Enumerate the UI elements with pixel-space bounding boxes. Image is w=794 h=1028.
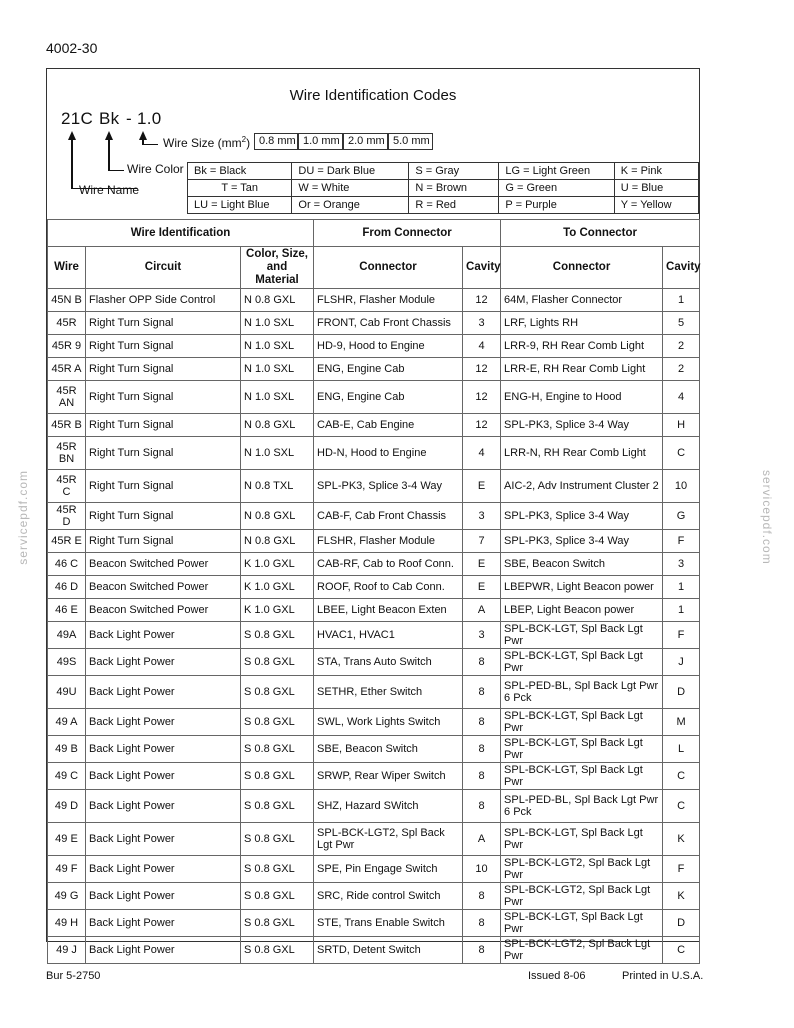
color-size-material-cell: S 0.8 GXL: [241, 763, 314, 790]
from-cavity-cell: 12: [463, 358, 501, 381]
from-cavity-cell: 8: [463, 763, 501, 790]
wire-cell: 49 E: [48, 823, 86, 856]
table-row: [48, 381, 700, 414]
to-connector-cell: SPL-BCK-LGT, Spl Back Lgt Pwr: [501, 649, 663, 676]
from-connector-cell: SHZ, Hazard SWitch: [314, 790, 463, 823]
color-code-cell: Or = Orange: [292, 197, 409, 214]
from-connector-cell: CAB-E, Cab Engine: [314, 414, 463, 437]
table-row: [48, 437, 700, 470]
circuit-cell: Back Light Power: [86, 676, 241, 709]
color-code-cell: LU = Light Blue: [188, 197, 292, 214]
to-connector-cell: LBEPWR, Light Beacon power: [501, 576, 663, 599]
from-connector-cell: ENG, Engine Cab: [314, 381, 463, 414]
color-size-material-cell: N 1.0 SXL: [241, 381, 314, 414]
from-cavity-cell: 4: [463, 437, 501, 470]
table-row: [48, 599, 700, 622]
circuit-cell: Right Turn Signal: [86, 381, 241, 414]
column-header-to-connector: Connector: [501, 247, 663, 289]
circuit-cell: Right Turn Signal: [86, 470, 241, 503]
to-connector-cell: SPL-BCK-LGT2, Spl Back Lgt Pwr: [501, 856, 663, 883]
color-code-table: [187, 162, 699, 214]
to-cavity-cell: C: [663, 790, 700, 823]
circuit-cell: Beacon Switched Power: [86, 576, 241, 599]
wire-cell: 49A: [48, 622, 86, 649]
from-connector-cell: HD-N, Hood to Engine: [314, 437, 463, 470]
color-code-row: [188, 163, 699, 180]
column-header-from-connector: Connector: [314, 247, 463, 289]
group-header-to-connector: To Connector: [501, 220, 700, 247]
group-header-from-connector: From Connector: [314, 220, 501, 247]
wire-cell: 49 C: [48, 763, 86, 790]
color-size-material-cell: N 0.8 GXL: [241, 503, 314, 530]
wire-cell: 45R B: [48, 414, 86, 437]
wire-size-superscript: 2: [241, 135, 247, 144]
wire-cell: 45R C: [48, 470, 86, 503]
color-size-material-cell: S 0.8 GXL: [241, 937, 314, 964]
watermark-right: servicepdf.com: [760, 470, 774, 565]
from-connector-cell: SETHR, Ether Switch: [314, 676, 463, 709]
color-size-material-cell: N 0.8 GXL: [241, 414, 314, 437]
to-cavity-cell: J: [663, 649, 700, 676]
column-header-circuit: Circuit: [86, 247, 241, 289]
table-row: [48, 312, 700, 335]
to-cavity-cell: 2: [663, 335, 700, 358]
to-connector-cell: AIC-2, Adv Instrument Cluster 2: [501, 470, 663, 503]
to-cavity-cell: F: [663, 530, 700, 553]
wire-size-2.0: 2.0 mm: [343, 133, 388, 150]
color-size-material-cell: S 0.8 GXL: [241, 823, 314, 856]
color-code-cell: N = Brown: [409, 180, 499, 197]
from-cavity-cell: A: [463, 823, 501, 856]
circuit-cell: Right Turn Signal: [86, 358, 241, 381]
to-cavity-cell: 5: [663, 312, 700, 335]
from-connector-cell: SWL, Work Lights Switch: [314, 709, 463, 736]
from-connector-cell: FRONT, Cab Front Chassis: [314, 312, 463, 335]
wire-color-label: Wire Color: [127, 162, 184, 176]
wire-size-label-close: ): [246, 136, 251, 150]
color-code-cell: Bk = Black: [188, 163, 292, 180]
color-code-cell: W = White: [292, 180, 409, 197]
table-row: [48, 576, 700, 599]
key-title: Wire Identification Codes: [289, 87, 457, 104]
table-row: [48, 910, 700, 937]
from-cavity-cell: A: [463, 599, 501, 622]
wire-cell: 49 G: [48, 883, 86, 910]
wire-cell: 49 A: [48, 709, 86, 736]
color-code-cell: K = Pink: [614, 163, 698, 180]
to-connector-cell: SPL-BCK-LGT, Spl Back Lgt Pwr: [501, 823, 663, 856]
wire-cell: 45R: [48, 312, 86, 335]
from-cavity-cell: 8: [463, 937, 501, 964]
color-code-cell: G = Green: [499, 180, 614, 197]
wire-cell: 45R 9: [48, 335, 86, 358]
wire-name-label: Wire Name: [79, 183, 140, 197]
table-row: [48, 553, 700, 576]
to-connector-cell: SPL-BCK-LGT, Spl Back Lgt Pwr: [501, 910, 663, 937]
table-row: [48, 823, 700, 856]
color-code-cell: S = Gray: [409, 163, 499, 180]
wire-cell: 49 B: [48, 736, 86, 763]
from-connector-cell: SBE, Beacon Switch: [314, 736, 463, 763]
color-size-material-cell: N 0.8 GXL: [241, 289, 314, 312]
wire-size-1.0: 1.0 mm: [298, 133, 343, 150]
from-cavity-cell: 12: [463, 289, 501, 312]
wire-cell: 45R A: [48, 358, 86, 381]
color-size-material-cell: N 1.0 SXL: [241, 312, 314, 335]
color-size-material-cell: S 0.8 GXL: [241, 676, 314, 709]
from-connector-cell: SPL-BCK-LGT2, Spl Back Lgt Pwr: [314, 823, 463, 856]
to-connector-cell: SBE, Beacon Switch: [501, 553, 663, 576]
to-connector-cell: SPL-BCK-LGT2, Spl Back Lgt Pwr: [501, 883, 663, 910]
wire-name-arrow: [71, 139, 73, 189]
column-header-to-cavity: Cavity: [663, 247, 700, 289]
wire-size-0.8: 0.8 mm: [254, 133, 298, 150]
wire-cell: 45R BN: [48, 437, 86, 470]
to-cavity-cell: 10: [663, 470, 700, 503]
wire-cell: 46 C: [48, 553, 86, 576]
color-size-material-cell: S 0.8 GXL: [241, 736, 314, 763]
from-connector-cell: SPL-PK3, Splice 3-4 Way: [314, 470, 463, 503]
table-row: [48, 470, 700, 503]
color-size-material-cell: S 0.8 GXL: [241, 649, 314, 676]
to-connector-cell: SPL-PED-BL, Spl Back Lgt Pwr 6 Pck: [501, 676, 663, 709]
circuit-cell: Back Light Power: [86, 856, 241, 883]
from-connector-cell: LBEE, Light Beacon Exten: [314, 599, 463, 622]
color-size-material-cell: K 1.0 GXL: [241, 599, 314, 622]
from-connector-cell: FLSHR, Flasher Module: [314, 530, 463, 553]
wire-size-5.0: 5.0 mm: [388, 133, 433, 150]
color-code-cell: P = Purple: [499, 197, 614, 214]
footer-document-number: Bur 5-2750: [46, 970, 101, 982]
to-cavity-cell: K: [663, 823, 700, 856]
color-code-cell: DU = Dark Blue: [292, 163, 409, 180]
page-number: 4002-30: [46, 40, 98, 56]
table-row: [48, 883, 700, 910]
circuit-cell: Back Light Power: [86, 736, 241, 763]
wire-cell: 45N B: [48, 289, 86, 312]
color-size-material-cell: N 1.0 SXL: [241, 358, 314, 381]
color-size-material-cell: K 1.0 GXL: [241, 553, 314, 576]
table-row: [48, 358, 700, 381]
column-header-wire: Wire: [48, 247, 86, 289]
from-cavity-cell: 3: [463, 622, 501, 649]
table-row: [48, 763, 700, 790]
to-cavity-cell: K: [663, 883, 700, 910]
wire-identification-frame: [46, 68, 701, 962]
wire-cell: 49S: [48, 649, 86, 676]
wire-cell: 45R AN: [48, 381, 86, 414]
from-cavity-cell: 10: [463, 856, 501, 883]
color-code-cell: U = Blue: [614, 180, 698, 197]
from-cavity-cell: 3: [463, 312, 501, 335]
color-size-material-cell: S 0.8 GXL: [241, 910, 314, 937]
circuit-cell: Right Turn Signal: [86, 503, 241, 530]
to-connector-cell: SPL-PK3, Splice 3-4 Way: [501, 503, 663, 530]
to-connector-cell: SPL-BCK-LGT2, Spl Back Lgt Pwr: [501, 937, 663, 964]
to-cavity-cell: 2: [663, 358, 700, 381]
to-cavity-cell: G: [663, 503, 700, 530]
color-size-material-cell: K 1.0 GXL: [241, 576, 314, 599]
from-connector-cell: ENG, Engine Cab: [314, 358, 463, 381]
from-cavity-cell: 7: [463, 530, 501, 553]
table-row: [48, 414, 700, 437]
circuit-cell: Right Turn Signal: [86, 335, 241, 358]
from-cavity-cell: 12: [463, 414, 501, 437]
to-cavity-cell: 1: [663, 289, 700, 312]
example-wire-name: 21C: [61, 109, 94, 128]
circuit-cell: Back Light Power: [86, 709, 241, 736]
from-cavity-cell: 8: [463, 649, 501, 676]
from-cavity-cell: E: [463, 553, 501, 576]
circuit-cell: Back Light Power: [86, 622, 241, 649]
wire-cell: 45R E: [48, 530, 86, 553]
to-cavity-cell: 3: [663, 553, 700, 576]
example-dash: -: [126, 109, 132, 128]
color-size-material-cell: S 0.8 GXL: [241, 856, 314, 883]
to-cavity-cell: 1: [663, 576, 700, 599]
to-connector-cell: SPL-PK3, Splice 3-4 Way: [501, 530, 663, 553]
circuit-cell: Back Light Power: [86, 790, 241, 823]
circuit-cell: Right Turn Signal: [86, 530, 241, 553]
from-cavity-cell: 4: [463, 335, 501, 358]
table-row: [48, 503, 700, 530]
wire-cell: 49U: [48, 676, 86, 709]
to-connector-cell: LBEP, Light Beacon power: [501, 599, 663, 622]
wire-color-arrow: [108, 139, 110, 171]
from-connector-cell: STE, Trans Enable Switch: [314, 910, 463, 937]
to-cavity-cell: 1: [663, 599, 700, 622]
to-connector-cell: SPL-BCK-LGT, Spl Back Lgt Pwr: [501, 622, 663, 649]
to-cavity-cell: M: [663, 709, 700, 736]
circuit-cell: Back Light Power: [86, 910, 241, 937]
wire-cell: 46 E: [48, 599, 86, 622]
circuit-cell: Right Turn Signal: [86, 437, 241, 470]
to-connector-cell: LRF, Lights RH: [501, 312, 663, 335]
from-cavity-cell: E: [463, 470, 501, 503]
color-size-material-cell: N 0.8 TXL: [241, 470, 314, 503]
to-connector-cell: SPL-BCK-LGT, Spl Back Lgt Pwr: [501, 709, 663, 736]
to-cavity-cell: 4: [663, 381, 700, 414]
from-connector-cell: ROOF, Roof to Cab Conn.: [314, 576, 463, 599]
to-connector-cell: SPL-BCK-LGT, Spl Back Lgt Pwr: [501, 736, 663, 763]
circuit-cell: Right Turn Signal: [86, 312, 241, 335]
footer-printed-in: Printed in U.S.A.: [622, 970, 704, 982]
table-row: [48, 856, 700, 883]
circuit-cell: Back Light Power: [86, 649, 241, 676]
wire-size-label: [163, 135, 250, 150]
circuit-cell: Flasher OPP Side Control: [86, 289, 241, 312]
to-connector-cell: LRR-E, RH Rear Comb Light: [501, 358, 663, 381]
wire-cell: 49 F: [48, 856, 86, 883]
circuit-cell: Back Light Power: [86, 937, 241, 964]
color-size-material-cell: N 1.0 SXL: [241, 335, 314, 358]
table-row: [48, 709, 700, 736]
from-cavity-cell: 8: [463, 709, 501, 736]
circuit-cell: Back Light Power: [86, 883, 241, 910]
circuit-cell: Beacon Switched Power: [86, 599, 241, 622]
wire-color-leader: [108, 170, 124, 171]
from-cavity-cell: 8: [463, 910, 501, 937]
table-row: [48, 649, 700, 676]
from-connector-cell: CAB-F, Cab Front Chassis: [314, 503, 463, 530]
from-connector-cell: SPE, Pin Engage Switch: [314, 856, 463, 883]
table-row: [48, 676, 700, 709]
from-cavity-cell: E: [463, 576, 501, 599]
color-size-material-cell: S 0.8 GXL: [241, 790, 314, 823]
from-connector-cell: FLSHR, Flasher Module: [314, 289, 463, 312]
to-cavity-cell: C: [663, 937, 700, 964]
table-row: [48, 335, 700, 358]
to-cavity-cell: D: [663, 676, 700, 709]
from-connector-cell: SRC, Ride control Switch: [314, 883, 463, 910]
example-wire-size: 1.0: [137, 109, 162, 128]
color-size-material-cell: N 1.0 SXL: [241, 437, 314, 470]
to-connector-cell: SPL-PK3, Splice 3-4 Way: [501, 414, 663, 437]
to-connector-cell: ENG-H, Engine to Hood: [501, 381, 663, 414]
table-row: [48, 530, 700, 553]
from-connector-cell: HVAC1, HVAC1: [314, 622, 463, 649]
color-code-row: [188, 180, 699, 197]
from-cavity-cell: 3: [463, 503, 501, 530]
color-code-cell: R = Red: [409, 197, 499, 214]
table-row: [48, 289, 700, 312]
from-connector-cell: SRTD, Detent Switch: [314, 937, 463, 964]
example-wire-color: Bk: [99, 109, 120, 128]
wire-cell: 46 D: [48, 576, 86, 599]
color-code-row: [188, 197, 699, 214]
to-connector-cell: SPL-PED-BL, Spl Back Lgt Pwr 6 Pck: [501, 790, 663, 823]
table-row: [48, 622, 700, 649]
wire-size-leader: [142, 144, 158, 145]
wire-code-key: [47, 69, 699, 219]
from-connector-cell: SRWP, Rear Wiper Switch: [314, 763, 463, 790]
to-cavity-cell: L: [663, 736, 700, 763]
column-header-color-size-material: Color, Size, and Material: [241, 247, 314, 289]
from-connector-cell: CAB-RF, Cab to Roof Conn.: [314, 553, 463, 576]
wire-cell: 49 J: [48, 937, 86, 964]
from-cavity-cell: 8: [463, 736, 501, 763]
color-code-cell: Y = Yellow: [614, 197, 698, 214]
wire-table: [47, 219, 700, 964]
column-header-from-cavity: Cavity: [463, 247, 501, 289]
table-row: [48, 937, 700, 964]
group-header-wire-identification: Wire Identification: [48, 220, 314, 247]
from-cavity-cell: 8: [463, 883, 501, 910]
from-cavity-cell: 8: [463, 790, 501, 823]
to-cavity-cell: F: [663, 856, 700, 883]
color-size-material-cell: S 0.8 GXL: [241, 883, 314, 910]
footer-issued-date: Issued 8-06: [528, 970, 586, 982]
color-code-cell: T = Tan: [188, 180, 292, 197]
circuit-cell: Beacon Switched Power: [86, 553, 241, 576]
watermark-left: servicepdf.com: [16, 470, 30, 565]
from-cavity-cell: 8: [463, 676, 501, 709]
wire-cell: 49 H: [48, 910, 86, 937]
circuit-cell: Back Light Power: [86, 823, 241, 856]
to-connector-cell: SPL-BCK-LGT, Spl Back Lgt Pwr: [501, 763, 663, 790]
circuit-cell: Back Light Power: [86, 763, 241, 790]
wire-cell: 49 D: [48, 790, 86, 823]
from-cavity-cell: 12: [463, 381, 501, 414]
to-cavity-cell: C: [663, 437, 700, 470]
color-size-material-cell: S 0.8 GXL: [241, 622, 314, 649]
color-code-cell: LG = Light Green: [499, 163, 614, 180]
to-connector-cell: 64M, Flasher Connector: [501, 289, 663, 312]
wire-cell: 45R D: [48, 503, 86, 530]
from-connector-cell: HD-9, Hood to Engine: [314, 335, 463, 358]
color-size-material-cell: S 0.8 GXL: [241, 709, 314, 736]
to-cavity-cell: D: [663, 910, 700, 937]
to-connector-cell: LRR-N, RH Rear Comb Light: [501, 437, 663, 470]
from-connector-cell: STA, Trans Auto Switch: [314, 649, 463, 676]
to-cavity-cell: F: [663, 622, 700, 649]
table-row: [48, 790, 700, 823]
to-cavity-cell: C: [663, 763, 700, 790]
wire-size-label-text: Wire Size (mm: [163, 136, 242, 150]
to-connector-cell: LRR-9, RH Rear Comb Light: [501, 335, 663, 358]
table-row: [48, 736, 700, 763]
to-cavity-cell: H: [663, 414, 700, 437]
circuit-cell: Right Turn Signal: [86, 414, 241, 437]
color-size-material-cell: N 0.8 GXL: [241, 530, 314, 553]
